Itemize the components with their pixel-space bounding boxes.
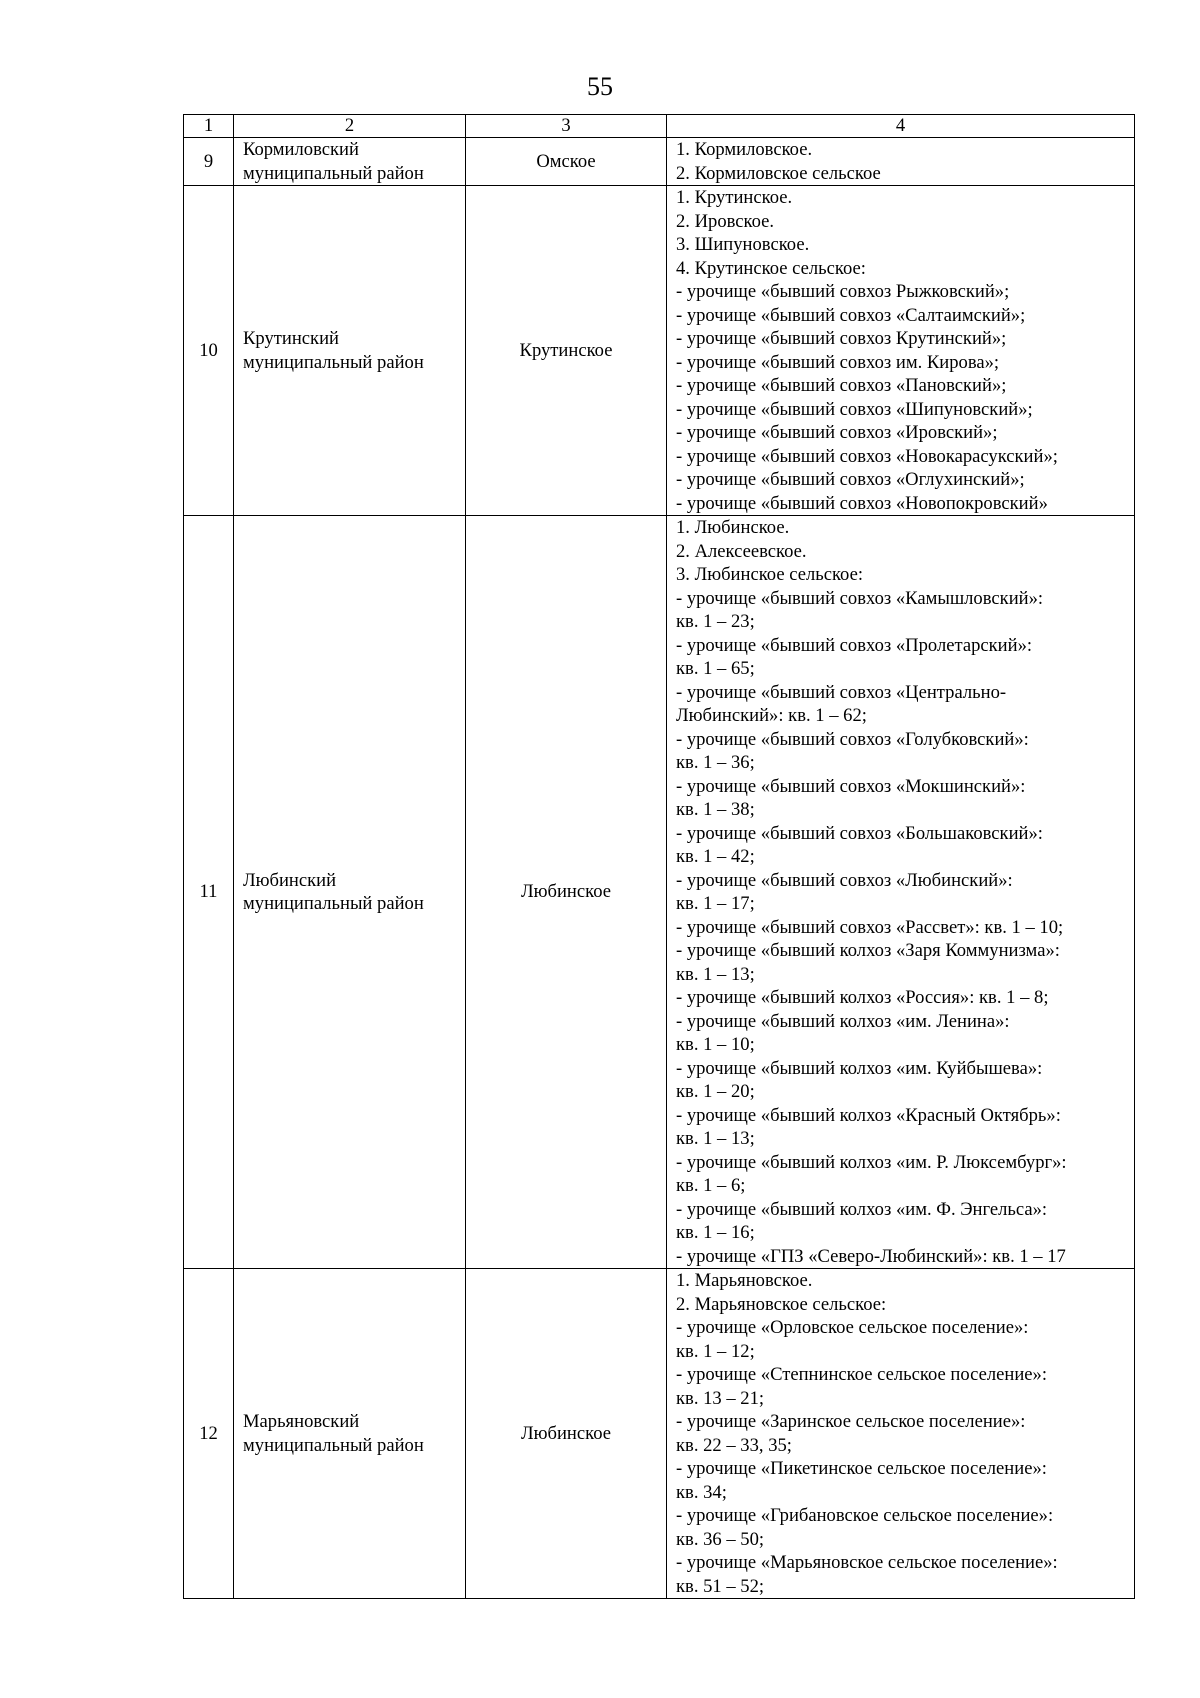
subdivision-item: - урочище «бывший совхоз «Салтаимский»; bbox=[676, 304, 1026, 326]
subdivision-item: - урочище «бывший совхоз «Рассвет»: кв. 1 – 10; bbox=[676, 916, 1064, 938]
row-number: 10 bbox=[184, 186, 234, 516]
forestry-cell: Любинское bbox=[466, 1269, 667, 1599]
subdivision-item: кв. 13 – 21; bbox=[676, 1387, 765, 1409]
subdivision-list-cell bbox=[667, 516, 1135, 1269]
subdivision-list-cell bbox=[667, 1269, 1135, 1599]
subdivision-item: - урочище «бывший колхоз «им. Куйбышева»: bbox=[676, 1057, 1043, 1079]
subdivision-item: - урочище «бывший совхоз «Мокшинский»: bbox=[676, 775, 1026, 797]
subdivision-item: - урочище «бывший колхоз «им. Р. Люксембург»: bbox=[676, 1151, 1067, 1173]
table-row bbox=[184, 186, 1135, 516]
subdivision-item: кв. 1 – 20; bbox=[676, 1081, 755, 1102]
subdivision-item: кв. 51 – 52; bbox=[676, 1575, 765, 1597]
subdivision-item: - урочище «бывший колхоз «им. Ленина»: bbox=[676, 1010, 1010, 1032]
subdivision-item: - урочище «бывший совхоз «Новопокровский» bbox=[676, 492, 1048, 514]
district-name-line: Марьяновский bbox=[243, 1411, 360, 1432]
district-name-line: Крутинский bbox=[243, 328, 339, 349]
subdivision-item: кв. 1 – 23; bbox=[676, 611, 755, 632]
subdivision-item: 2. Марьяновское сельское: bbox=[676, 1293, 887, 1315]
subdivision-item: 1. Кормиловское. bbox=[676, 139, 813, 160]
subdivision-item: - урочище «бывший колхоз «Россия»: кв. 1 – 8; bbox=[676, 987, 1049, 1008]
subdivision-item: - урочище «Степнинское сельское поселение»: bbox=[676, 1364, 1048, 1385]
header-cell: 1 bbox=[184, 115, 234, 138]
district-name-line: муниципальный район bbox=[243, 893, 424, 914]
subdivision-item: кв. 36 – 50; bbox=[676, 1528, 765, 1550]
subdivision-item: кв. 1 – 42; bbox=[676, 846, 755, 867]
subdivision-item: 4. Крутинское сельское: bbox=[676, 257, 866, 279]
subdivision-list-cell bbox=[667, 138, 1135, 186]
subdivision-item: - урочище «бывший совхоз Крутинский»; bbox=[676, 328, 1007, 349]
district-name-line: муниципальный район bbox=[243, 351, 424, 373]
district-cell bbox=[234, 516, 466, 1269]
forestry-cell: Любинское bbox=[466, 516, 667, 1269]
subdivision-item: 3. Любинское сельское: bbox=[676, 564, 863, 585]
subdivision-item: кв. 22 – 33, 35; bbox=[676, 1434, 792, 1456]
subdivision-item: кв. 1 – 6; bbox=[676, 1175, 746, 1196]
subdivision-list-cell bbox=[667, 186, 1135, 516]
subdivision-item: кв. 1 – 65; bbox=[676, 658, 755, 679]
subdivision-item: 1. Крутинское. bbox=[676, 187, 793, 208]
forestry-cell: Крутинское bbox=[466, 186, 667, 516]
subdivision-item: кв. 1 – 13; bbox=[676, 1128, 755, 1149]
subdivision-item: 1. Любинское. bbox=[676, 517, 790, 538]
subdivision-item: - урочище «бывший совхоз «Шипуновский»; bbox=[676, 398, 1033, 420]
subdivision-item: кв. 34; bbox=[676, 1481, 727, 1503]
subdivision-item: - урочище «Заринское сельское поселение»: bbox=[676, 1411, 1026, 1432]
subdivision-item: - урочище «бывший совхоз «Любинский»: bbox=[676, 869, 1013, 891]
subdivision-item: - урочище «Пикетинское сельское поселение»: bbox=[676, 1458, 1047, 1479]
subdivision-item: - урочище «Грибановское сельское поселение»: bbox=[676, 1505, 1054, 1526]
row-number: 9 bbox=[184, 138, 234, 186]
subdivision-item: - урочище «бывший совхоз «Новокарасукский»; bbox=[676, 445, 1058, 467]
district-cell bbox=[234, 1269, 466, 1599]
subdivision-item: - урочище «ГПЗ «Северо-Любинский»: кв. 1 – 17 bbox=[676, 1245, 1066, 1267]
row-number: 12 bbox=[184, 1269, 234, 1599]
subdivision-item: Любинский»: кв. 1 – 62; bbox=[676, 705, 867, 726]
district-name-line: Любинский bbox=[243, 869, 337, 891]
header-cell: 2 bbox=[234, 115, 466, 138]
subdivision-item: - урочище «бывший колхоз «Заря Коммунизма»: bbox=[676, 940, 1060, 961]
table-row bbox=[184, 138, 1135, 186]
subdivision-item: - урочище «бывший совхоз «Большаковский»: bbox=[676, 822, 1043, 844]
subdivision-item: - урочище «бывший совхоз «Голубковский»: bbox=[676, 728, 1029, 750]
table-row bbox=[184, 516, 1135, 1269]
subdivision-item: - урочище «Орловское сельское поселение»: bbox=[676, 1317, 1029, 1338]
subdivision-item: - урочище «бывший совхоз «Оглухинский»; bbox=[676, 469, 1025, 490]
subdivision-item: кв. 1 – 38; bbox=[676, 799, 755, 820]
subdivision-item: кв. 1 – 12; bbox=[676, 1340, 755, 1362]
subdivision-item: - урочище «бывший совхоз «Центрально- bbox=[676, 681, 1007, 703]
header-cell: 3 bbox=[466, 115, 667, 138]
subdivision-item: - урочище «Марьяновское сельское поселение»: bbox=[676, 1552, 1058, 1573]
subdivision-item: - урочище «бывший колхоз «Красный Октябрь»: bbox=[676, 1104, 1061, 1126]
table-row bbox=[184, 1269, 1135, 1599]
page-number: 55 bbox=[587, 72, 613, 101]
subdivision-item: 3. Шипуновское. bbox=[676, 234, 810, 255]
table-body bbox=[184, 138, 1135, 1599]
header-cell: 4 bbox=[667, 115, 1135, 138]
forestry-cell: Омское bbox=[466, 138, 667, 186]
district-name-line: муниципальный район bbox=[243, 162, 424, 184]
subdivision-item: - урочище «бывший совхоз «Пановский»; bbox=[676, 375, 1007, 396]
district-name-line: муниципальный район bbox=[243, 1434, 424, 1456]
subdivision-item: кв. 1 – 10; bbox=[676, 1034, 755, 1055]
subdivision-item: 2. Кормиловское сельское bbox=[676, 162, 881, 184]
subdivision-item: - урочище «бывший совхоз Рыжковский»; bbox=[676, 281, 1010, 302]
district-name-line: Кормиловский bbox=[243, 139, 359, 160]
subdivision-item: кв. 1 – 16; bbox=[676, 1222, 755, 1243]
subdivision-item: 2. Алексеевское. bbox=[676, 540, 807, 562]
subdivision-item: 1. Марьяновское. bbox=[676, 1270, 813, 1291]
row-number: 11 bbox=[184, 516, 234, 1269]
subdivision-item: - урочище «бывший совхоз им. Кирова»; bbox=[676, 351, 1000, 373]
forestry-table bbox=[183, 114, 1135, 1599]
subdivision-item: - урочище «бывший совхоз «Пролетарский»: bbox=[676, 634, 1033, 656]
subdivision-item: кв. 1 – 13; bbox=[676, 963, 755, 985]
subdivision-item: кв. 1 – 17; bbox=[676, 893, 755, 914]
subdivision-item: - урочище «бывший колхоз «им. Ф. Энгельса»: bbox=[676, 1198, 1048, 1220]
district-cell bbox=[234, 138, 466, 186]
header-row bbox=[184, 115, 1135, 138]
subdivision-item: - урочище «бывший совхоз «Ировский»; bbox=[676, 422, 998, 443]
subdivision-item: кв. 1 – 36; bbox=[676, 752, 755, 773]
district-cell bbox=[234, 186, 466, 516]
subdivision-item: 2. Ировское. bbox=[676, 210, 775, 232]
subdivision-item: - урочище «бывший совхоз «Камышловский»: bbox=[676, 587, 1044, 609]
